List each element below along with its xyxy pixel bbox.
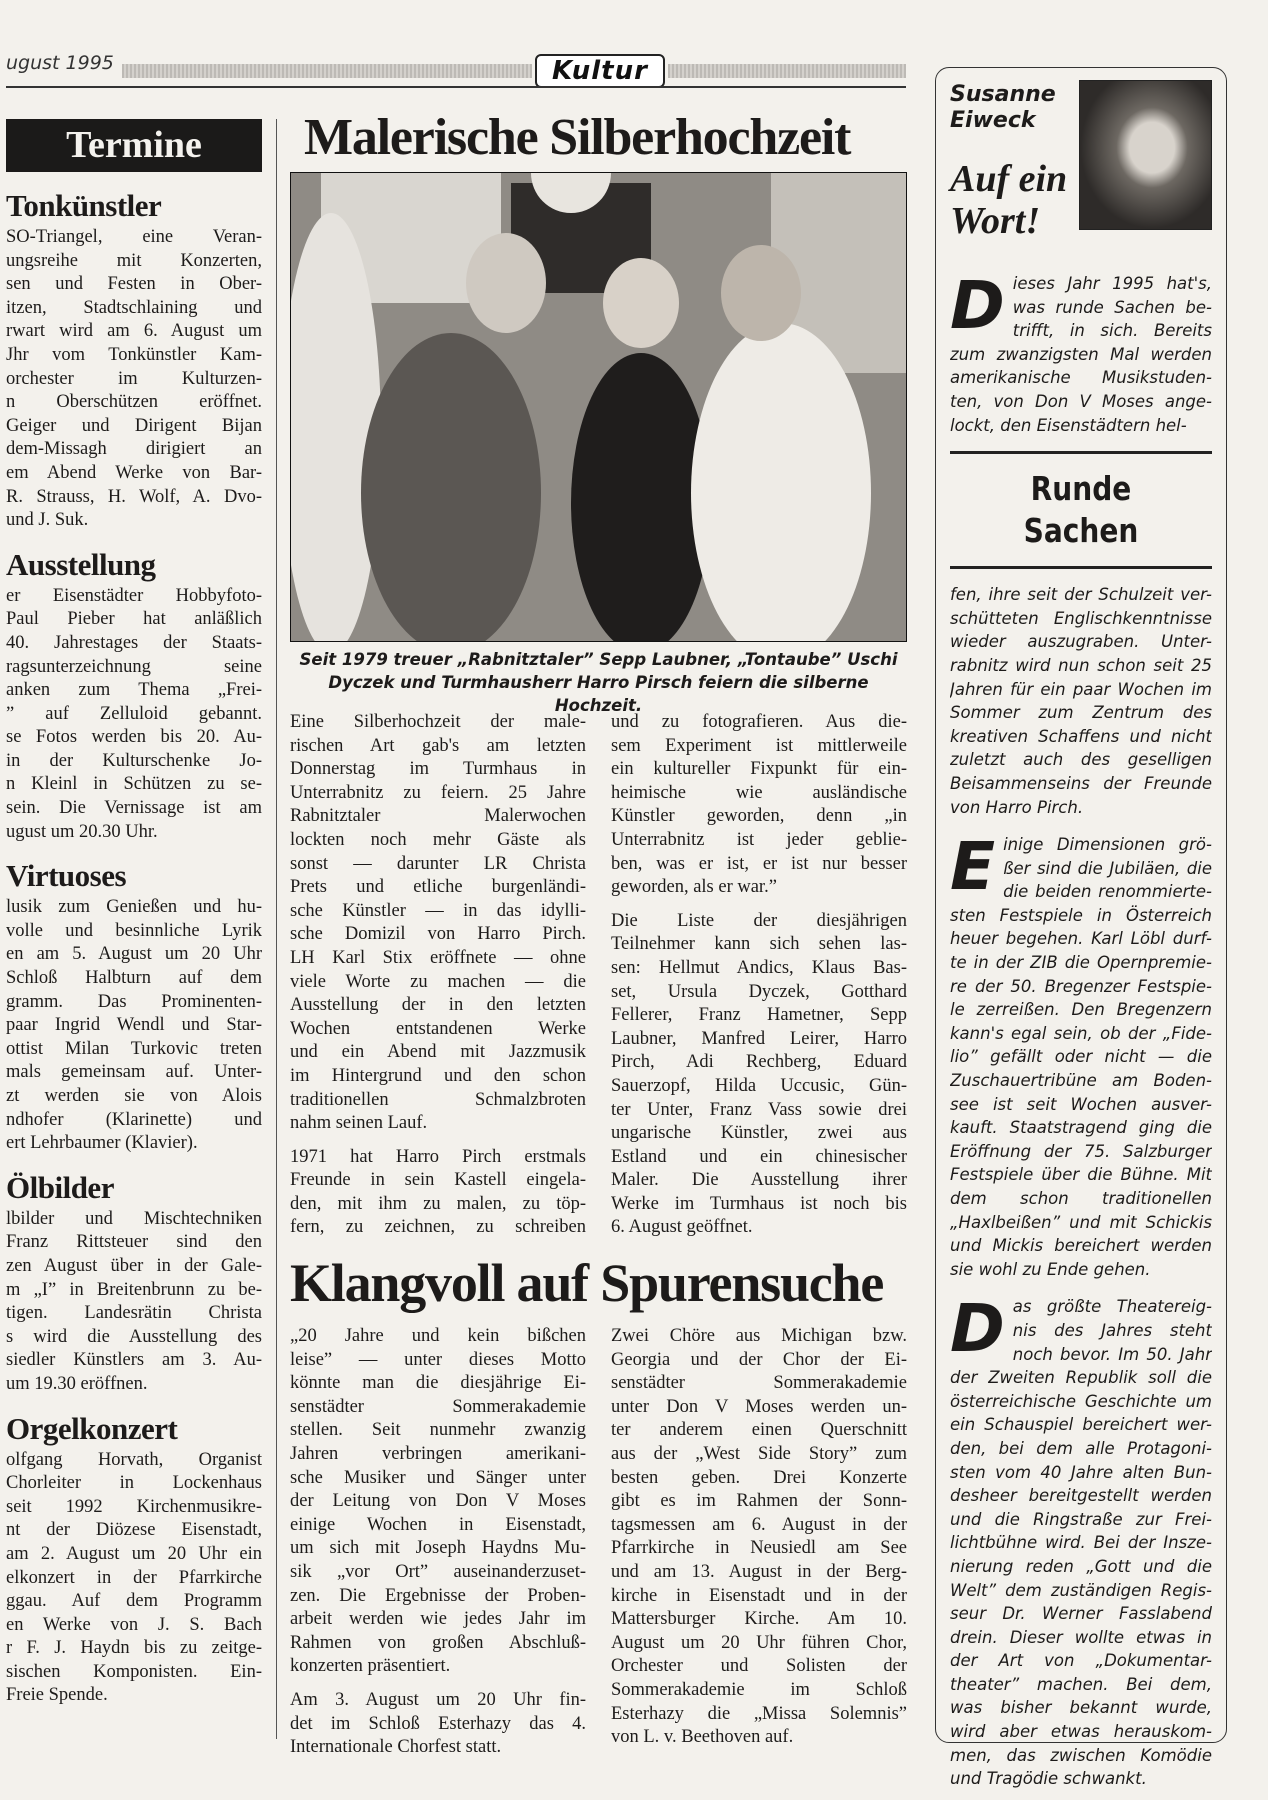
drop-cap: D (950, 267, 1005, 344)
text-line: Esterhazy die „Missa Solemnis” (611, 1703, 907, 1724)
text-line: Teilnehmer kann sich sehen las- (611, 934, 907, 955)
paragraph (6, 1449, 262, 1709)
text-line: ten, von Don V Moses ange- (950, 391, 1212, 411)
text-line: was runde Sachen be- (1012, 297, 1212, 317)
text-line: von Harro Pirch. (950, 797, 1084, 817)
text-line: trifft, in sich. Bereits (1012, 321, 1212, 341)
termine-body (6, 585, 262, 845)
text-line: siedler Künstlers am 3. Au- (6, 1350, 262, 1371)
text-line: Wochen entstandenen Werke (290, 1018, 586, 1039)
text-line: det im Schloß Esterhazy das 4. (290, 1713, 586, 1734)
commentary-paragraph (950, 1290, 1212, 1790)
text-line: Freunde in sein Kastell eingela- (290, 1170, 586, 1191)
text-line: rwart wird am 6. August um (6, 321, 262, 342)
text-line: volle und besinnliche Lyrik (6, 920, 262, 941)
paragraph (290, 711, 586, 1136)
article-headline: Malerische Silberhochzeit (304, 109, 851, 166)
text-line: Eine Silberhochzeit der male- (290, 712, 586, 732)
text-line: ert Lehrbaumer (Klavier). (6, 1133, 198, 1154)
text-line: SO-Triangel, eine Veran- (6, 227, 262, 247)
text-line: theater” machen. Bei dem, (950, 1674, 1212, 1694)
text-line: see ist seit Wochen ausver- (950, 1094, 1212, 1114)
text-line: Sauerzopf, Hilda Uccusic, Gün- (611, 1075, 907, 1096)
text-line: Beisammenseins der Freunde (950, 773, 1212, 793)
text-line: und Tragödie schwankt. (950, 1769, 1147, 1789)
text-line: zen August über in der Gale- (6, 1255, 262, 1276)
text-line: August um 20 Uhr führen Chor, (611, 1632, 907, 1653)
termine-heading: Ölbilder (6, 1169, 114, 1205)
text-line: ßer sind die Jubiläen, die (1003, 858, 1212, 878)
article-column-2 (611, 1325, 907, 1750)
text-line: gibt es im Rahmen der Sonn- (611, 1491, 907, 1512)
text-line: sche Musiker und Sänger unter (290, 1467, 586, 1488)
text-line: den, mit ihm zu malen, zu töp- (290, 1193, 586, 1214)
text-line: der Zweiten Republik soll die (950, 1368, 1212, 1388)
text-line: und die Ringstraße zur Frei- (950, 1509, 1212, 1529)
text-line: as größte Theatereig- (1012, 1297, 1212, 1317)
text-line: dem-Missagh dirigiert an (6, 439, 262, 460)
text-line: gramm. Das Prominenten- (6, 991, 262, 1012)
text-line: Estland und ein chinesischer (611, 1146, 907, 1167)
text-line: aus der „West Side Story” zum (611, 1443, 907, 1464)
header-rule (6, 86, 906, 88)
text-line: fen, ihre seit der Schulzeit ver- (950, 585, 1212, 605)
text-line: stellen. Seit nunmehr zwanzig (290, 1420, 586, 1441)
paragraph (611, 910, 907, 1240)
header-bar-right (668, 64, 906, 78)
text-line: rabnitz wird nun schon seit 25 (950, 655, 1212, 675)
photo-caption: Seit 1979 treuer „Rabnitztaler” Sepp Laubner, „Tontaube” Uschi Dyczek und Turmhausherr Harro Pirsch feiern die silberne Hochzeit. (299, 650, 898, 715)
text-line: drein. Dieser wollte etwas in (950, 1627, 1212, 1647)
text-line: s wird die Ausstellung des (6, 1326, 262, 1347)
article-column-2 (611, 711, 907, 1240)
text-line: itzen, Stadtschlaining und (6, 297, 262, 318)
text-line: „Haxlbeißen” und mit Schickis (950, 1212, 1212, 1232)
text-line: die beiden renommierte- (1003, 882, 1212, 902)
text-line: rischen Art gab's am letzten (290, 735, 586, 756)
text-line: seur Dr. Werner Fasslabend (950, 1604, 1212, 1624)
text-line: viele Worte zu machen — die (290, 971, 586, 992)
rule (950, 451, 1212, 454)
text-line: Zwei Chöre aus Michigan bzw. (611, 1326, 907, 1346)
text-line: sche Domizil von Harro Pirch. (290, 924, 586, 945)
text-line: orchester im Kulturzen- (6, 368, 262, 389)
paragraph (611, 711, 907, 900)
text-line: desheer bereitgestellt werden (950, 1486, 1212, 1506)
text-line: kreativen Schaffens und nicht (950, 726, 1212, 746)
text-line: Maler. Die Ausstellung ihrer (611, 1170, 907, 1191)
text-line: paar Ingrid Wendl und Star- (6, 1015, 262, 1036)
text-line: der Leitung von Don V Moses (290, 1491, 586, 1512)
text-line: und am 13. August in der Berg- (611, 1561, 907, 1582)
text-line: en am 5. August um 20 Uhr (6, 944, 262, 965)
text-line: und zu fotografieren. Aus die- (611, 712, 907, 732)
text-line: Prets und etliche burgenländi- (290, 877, 586, 898)
text-line: mals gemeinsam auf. Unter- (6, 1062, 262, 1083)
text-line: Fellerer, Franz Hametner, Sepp (611, 1005, 907, 1026)
text-line: dem schon traditionellen (950, 1189, 1212, 1208)
text-line: heimische wie ausländische (611, 782, 907, 803)
header-bar-left (122, 64, 532, 78)
text-line: Chorleiter in Lockenhaus (6, 1473, 262, 1494)
text-line: n Oberschützen eröffnet. (6, 392, 262, 413)
text-line: und Mickis bereichert werden (950, 1236, 1212, 1256)
text-line: schütteten Englischkenntnisse (950, 608, 1212, 628)
text-line: set, Ursula Dyczek, Gotthard (611, 981, 907, 1002)
text-line: Künstler geworden, denn „in (611, 806, 907, 827)
text-line: nierung reden „Gott und die (950, 1556, 1212, 1576)
text-line: Rahmen von großen Abschluß- (290, 1632, 586, 1653)
text-line: Sommerakademie im Schloß (611, 1679, 907, 1700)
paragraph (290, 1689, 586, 1760)
commentary-paragraph (950, 267, 1212, 437)
text-line: Unterrabnitz ist jeder geblie- (611, 829, 907, 850)
commentary-paragraph (950, 583, 1212, 819)
text-line: senstädter Sommerakademie (611, 1373, 907, 1394)
author-portrait (1079, 80, 1212, 230)
text-line: den, bei dem alle Protagoni- (950, 1438, 1212, 1458)
text-line: seit 1992 Kirchenmusikre- (6, 1496, 262, 1517)
text-line: ottist Milan Turkovic treten (6, 1038, 262, 1059)
text-line: Werke im Turmhaus ist noch bis (611, 1193, 907, 1214)
text-line: sem Experiment ist mittlerweile (611, 735, 907, 756)
text-line: Donnerstag im Turmhaus in (290, 759, 586, 780)
text-line: elkonzert in der Pfarrkirche (6, 1567, 262, 1588)
paragraph (290, 1146, 586, 1240)
termine-heading: Tonkünstler (6, 188, 162, 223)
text-line: von L. v. Beethoven auf. (611, 1727, 794, 1748)
text-line: Franz Rittsteuer sind den (6, 1232, 262, 1253)
section-logo: Kultur (535, 54, 665, 88)
text-line: se Fotos werden bis 20. Au- (6, 727, 262, 748)
termine-heading: Orgelkonzert (6, 1410, 178, 1446)
termine-body (6, 1449, 262, 1709)
text-line: sik „vor Ort” auseinanderzuset- (290, 1561, 586, 1582)
text-line: zum zwanzigsten Mal werden (950, 344, 1212, 364)
text-line: sen: Hellmut Andics, Klaus Bas- (611, 957, 907, 978)
author-name: Susanne Eiweck (950, 82, 1056, 133)
text-line: r F. J. Haydn bis zu zeitge- (6, 1638, 262, 1659)
text-line: n Kleinl in Schützen zu se- (6, 774, 262, 795)
paragraph (6, 585, 262, 845)
text-line: kann's egal sein, ob der „Fide- (950, 1023, 1212, 1043)
text-line: arbeit werden wie jedes Jahr im (290, 1609, 586, 1630)
text-line: Orchester und Solisten der (611, 1656, 907, 1677)
text-line: ieses Jahr 1995 hat's, (1012, 274, 1212, 293)
text-line: Geiger und Dirigent Bijan (6, 415, 262, 436)
text-line: kirche in Eisenstadt und in der (611, 1585, 907, 1606)
text-line: im Hintergrund und den schon (290, 1065, 586, 1086)
text-line: en Werke von J. S. Bach (6, 1614, 262, 1635)
paragraph (611, 1325, 907, 1750)
issue-date: ugust 1995 (6, 52, 114, 74)
text-line: zuletzt auch des geselligen (950, 750, 1212, 770)
text-line: Rabnitztaler Malerwochen (290, 806, 586, 827)
drop-cap: E (950, 828, 996, 906)
text-line: sonst — darunter LR Christa (290, 853, 586, 874)
termine-title: Termine (6, 119, 262, 172)
text-line: amerikanische Musikstuden- (950, 368, 1212, 388)
text-line: und J. Suk. (6, 510, 89, 531)
text-line: Ausstellung der in den letzten (290, 995, 586, 1016)
text-line: lichtbühne wird. Bei der Insze- (950, 1533, 1212, 1553)
paragraph (6, 1208, 262, 1397)
article-photo (290, 172, 907, 642)
text-line: te in der ZIB die Opernpremie- (950, 953, 1212, 973)
text-line: am 2. August um 20 Uhr ein (6, 1543, 262, 1564)
text-line: Laubner, Manfred Leirer, Harro (611, 1028, 907, 1049)
text-line: geworden, als er war.” (611, 877, 777, 898)
text-line: Unterrabnitz zu feiern. 25 Jahre (290, 782, 586, 803)
text-line: österreichische Geschichte um (950, 1391, 1212, 1411)
text-line: nis des Jahres steht (1012, 1320, 1212, 1340)
termine-heading: Ausstellung (6, 546, 156, 582)
paragraph (6, 896, 262, 1156)
text-line: er Eisenstädter Hobbyfoto- (6, 585, 262, 606)
text-line: LH Karl Stix eröffnete — ohne (290, 947, 586, 968)
text-line: 6. August geöffnet. (611, 1217, 753, 1238)
text-line: in der Kulturschenke Jo- (6, 750, 262, 771)
text-line: sein. Die Vernissage ist am (6, 798, 262, 819)
text-line: wird aber etwas herauskom- (950, 1722, 1212, 1742)
text-line: besten geben. Drei Konzerte (611, 1467, 907, 1488)
termine-body (6, 226, 262, 533)
text-line: 40. Jahrestages der Staats- (6, 632, 262, 653)
text-line: senstädter Sommerakademie (290, 1396, 586, 1417)
text-line: lusik zum Genießen und hu- (6, 897, 262, 918)
text-line: um sich mit Joseph Haydns Mu- (290, 1538, 586, 1559)
text-line: em Abend Werke von Bar- (6, 462, 262, 483)
text-line: sten Festspiele in Österreich (950, 905, 1212, 925)
text-line: ungsreihe mit Konzerten, (6, 250, 262, 271)
text-line: ndhofer (Klarinette) und (6, 1109, 262, 1130)
text-line: Jhr vom Tonkünstler Kam- (6, 344, 262, 365)
text-line: einige Wochen in Eisenstadt, (290, 1514, 586, 1535)
text-line: „20 Jahre und kein bißchen (290, 1326, 586, 1346)
text-line: was bisher bekannt wurde, (950, 1698, 1212, 1718)
text-line: lio” gefällt oder nicht — die (950, 1047, 1212, 1067)
text-line: Paul Pieber hat anläßlich (6, 609, 262, 630)
text-line: Am 3. August um 20 Uhr fin- (290, 1689, 586, 1710)
paragraph (6, 226, 262, 533)
text-line: Schloß Halbturn auf dem (6, 968, 262, 989)
text-line: zen. Die Ergebnisse der Proben- (290, 1585, 586, 1606)
text-line: zt werden sie von Alois (6, 1086, 262, 1106)
text-line: Mattersburger Kirche. Am 10. (611, 1609, 907, 1630)
text-line: lbilder und Mischtechniken (6, 1208, 262, 1229)
text-line: tagsmessen am 6. August in der (611, 1514, 907, 1535)
article-column-1 (290, 711, 586, 1240)
text-line: Georgia und der Chor der Ei- (611, 1349, 907, 1370)
text-line: inige Dimensionen grö- (1003, 835, 1212, 855)
text-line: ungarische Künstler, zwei aus (611, 1123, 907, 1144)
text-line: Festspiele über die Bühne. Mit (950, 1165, 1212, 1185)
text-line: Pirch, Adi Rechberg, Eduard (611, 1052, 907, 1073)
text-line: Die Liste der diesjährigen (611, 910, 907, 931)
text-line: tigen. Landesrätin Christa (6, 1303, 262, 1324)
text-line: nahm seinen Lauf. (290, 1113, 428, 1134)
text-line: lockten noch mehr Gäste als (290, 829, 586, 850)
photo-illustration (291, 173, 907, 642)
text-line: nt der Diözese Eisenstadt, (6, 1520, 262, 1541)
termine-body (6, 896, 262, 1156)
text-line: ” auf Zelluloid gebannt. (6, 703, 262, 724)
article-column-1 (290, 1325, 586, 1760)
drop-cap: D (950, 1290, 1005, 1368)
column-divider (276, 119, 277, 1739)
text-line: ter Unter, Franz Vass sowie drei (611, 1099, 907, 1120)
termine-body (6, 1208, 262, 1397)
text-line: traditionellen Schmalzbroten (290, 1089, 586, 1110)
text-line: der Art von „Dokumentar- (950, 1651, 1212, 1671)
paragraph (290, 1325, 586, 1679)
text-line: men, das zwischen Komödie (950, 1745, 1212, 1765)
text-line: Internationale Chorfest statt. (290, 1737, 502, 1758)
text-line: lockt, den Eisenstädtern hel- (950, 415, 1187, 435)
text-line: sen und Festen in Ober- (6, 274, 262, 295)
text-line: ter anderem einen Querschnitt (611, 1420, 907, 1441)
article-headline: Klangvoll auf Spurensuche (290, 1253, 884, 1313)
text-line: kauft. Staatstragend ging die (950, 1118, 1212, 1138)
text-line: Pfarrkirche in Neusiedl am See (611, 1538, 907, 1559)
text-line: und ein Abend mit Jazzmusik (290, 1042, 586, 1063)
text-line: sten vom 40 Jahre alten Bun- (950, 1462, 1212, 1482)
rule (950, 566, 1212, 569)
text-line: le zerreißen. Den Bregenzern (950, 1000, 1212, 1020)
text-line: ragsunterzeichnung seine (6, 656, 262, 677)
text-line: um 19.30 eröffnen. (6, 1373, 148, 1394)
text-line: ggau. Auf dem Programm (6, 1591, 262, 1612)
text-line: m „I” in Breitenbrunn zu be- (6, 1279, 262, 1300)
text-line: sche Künstler — in das idylli- (290, 900, 586, 921)
text-line: heuer begehen. Karl Löbl durf- (950, 929, 1212, 949)
text-line: konzerten präsentiert. (290, 1656, 451, 1677)
text-line: ben, was er ist, er ist nur besser (611, 853, 907, 874)
text-line: Freie Spende. (6, 1685, 108, 1706)
text-line: fern, zu zeichnen, zu schreiben (290, 1217, 586, 1238)
text-line: könnte man die diesjährige Ei- (290, 1373, 586, 1394)
text-line: Zuschauertribüne am Boden- (950, 1071, 1212, 1091)
text-line: leise” — unter dieses Motto (290, 1349, 586, 1370)
text-line: anken zum Thema „Frei- (6, 680, 262, 701)
text-line: ugust um 20.30 Uhr. (6, 821, 158, 842)
termine-heading: Virtuoses (6, 858, 127, 894)
column-subhead: Runde Sachen (1023, 469, 1139, 551)
text-line: unter Don V Moses werden un- (611, 1396, 907, 1417)
text-line: olfgang Horvath, Organist (6, 1449, 262, 1470)
column-title: Auf ein Wort! (950, 158, 1068, 242)
text-line: ein kultureller Fixpunkt für ein- (611, 759, 907, 780)
text-line: sie wohl zu Ende gehen. (950, 1259, 1151, 1279)
text-line: 1971 hat Harro Pirch erstmals (290, 1146, 586, 1167)
text-line: wieder auszugraben. Unter- (950, 632, 1212, 652)
text-line: Sommer zum Zentrum des (950, 703, 1212, 723)
text-line: R. Strauss, H. Wolf, A. Dvo- (6, 486, 262, 507)
commentary-paragraph (950, 828, 1212, 1281)
text-line: noch bevor. Im 50. Jahr (1012, 1344, 1212, 1364)
text-line: Eröffnung der 75. Salzburger (950, 1141, 1212, 1161)
text-line: ein Schauspiel bereichert wer- (950, 1415, 1212, 1435)
text-line: Welt” dem zuständigen Regis- (950, 1580, 1212, 1600)
text-line: Jahren verbringen amerikani- (290, 1443, 586, 1464)
text-line: sischen Komponisten. Ein- (6, 1661, 262, 1682)
text-line: re der 50. Bregenzer Festspie- (950, 976, 1212, 996)
text-line: Jahren für ein paar Wochen im (950, 679, 1212, 699)
termine-list (6, 182, 262, 1708)
commentary-box (935, 67, 1227, 1789)
